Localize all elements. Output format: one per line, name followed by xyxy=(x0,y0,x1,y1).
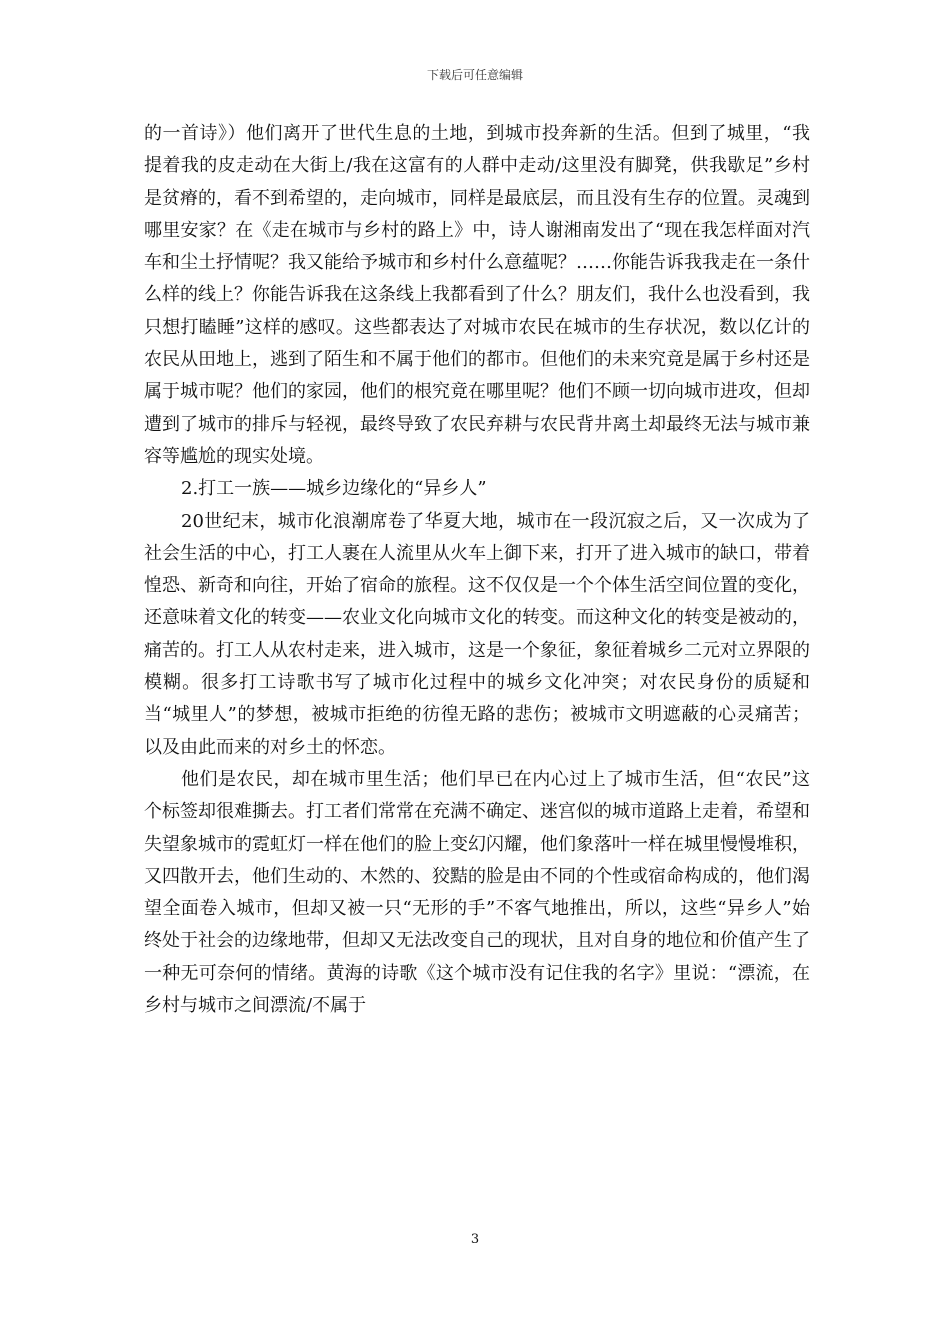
paragraph-2: 20世纪末，城市化浪潮席卷了华夏大地，城市在一段沉寂之后，又一次成为了社会生活的中心，打工人裹在人流里从火车上御下来，打开了进入城市的缺口，带着惶恐、新奇和向往，开始了宿命的旅程。这不仅仅是一个个体生活空间位置的变化，还意味着文化的转变——农业文化向城市文化的转变。而这种文化的转变是被动的，痛苦的。打工人从农村走来，进入城市，这是一个象征，象征着城乡二元对立界限的模糊。很多打工诗歌书写了城市化过程中的城乡文化冲突；对农民身份的质疑和当“城里人”的梦想，被城市拒绝的彷徨无路的悲伤；被城市文明遮蔽的心灵痛苦；以及由此而来的对乡土的怀恋。 xyxy=(144,510,810,758)
section-heading: 2.打工一族——城乡边缘化的“异乡人” xyxy=(181,478,487,500)
paragraph-3: 他们是农民，却在城市里生活；他们早已在内心过上了城市生活，但“农民”这个标签却很难撕去。打工者们常常在充满不确定、迷宫似的城市道路上走着，希望和失望象城市的霓虹灯一样在他们的脸上变幻闪耀，他们象落叶一样在城里慢慢堆积，又四散开去，他们生动的、木然的、狡黠的脸是由不同的个性或宿命构成的，他们渴望全面卷入城市，但却又被一只“无形的手”不客气地推出，所以，这些“异乡人”始终处于社会的边缘地带，但却又无法改变自己的现状，且对自身的地位和价值产生了一种无可奈何的情绪。黄海的诗歌《这个城市没有记住我的名字》里说：“漂流，在乡村与城市之间漂流/不属于 xyxy=(144,768,810,1017)
paragraph-1: 的一首诗》）他们离开了世代生息的土地，到城市投奔新的生活。但到了城里，“我提着我的皮走动在大街上/我在这富有的人群中走动/这里没有脚凳，供我歇足”乡村是贫瘠的，看不到希望的，走向城市，同样是最底层，而且没有生存的位置。灵魂到哪里安家？在《走在城市与乡村的路上》中，诗人谢湘南发出了“现在我怎样面对汽车和尘土抒情呢？我又能给予城市和乡村什么意蕴呢？……你能告诉我我走在一条什么样的线上？你能告诉我在这条线上我都看到了什么？朋友们，我什么也没看到，我只想打瞌睡”这样的感叹。这些都表达了对城市农民在城市的生存状况，数以亿计的农民从田地上，逃到了陌生和不属于他们的都市。但他们的未来究竟是属于乡村还是属于城市呢？他们的家园，他们的根究竟在哪里呢？他们不顾一切向城市进攻，但却遭到了城市的排斥与轻视，最终导致了农民弃耕与农民背井离土却最终无法与城市兼容等尴尬的现实处境。 xyxy=(144,123,810,467)
page-header-note: 下载后可任意编辑 xyxy=(426,68,523,82)
document-body xyxy=(144,118,810,1022)
page-number: 3 xyxy=(470,1232,480,1247)
